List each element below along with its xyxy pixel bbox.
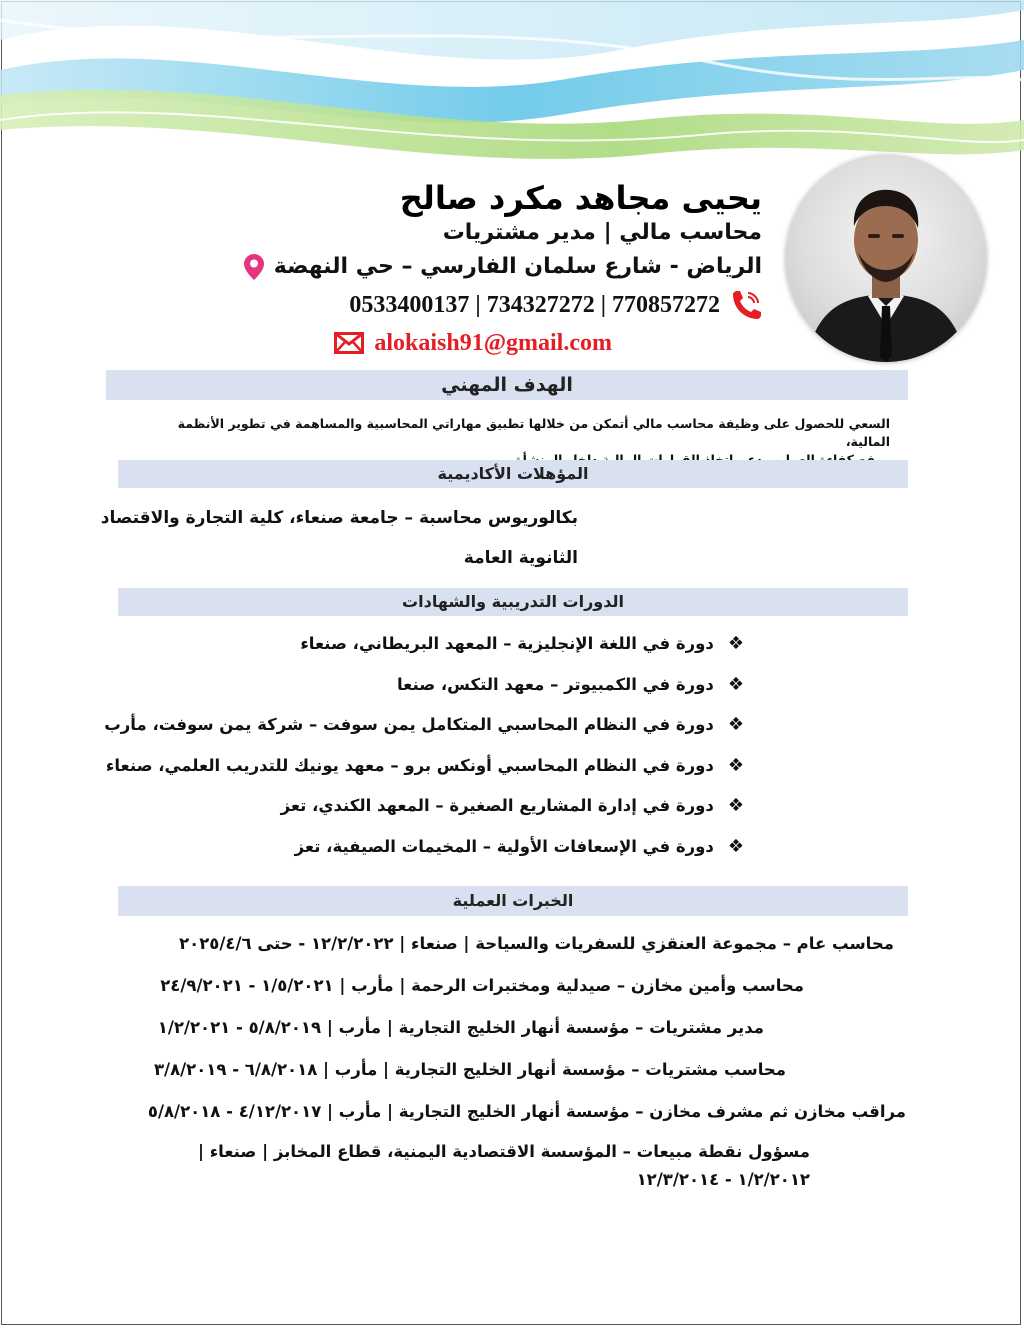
profile-photo [786,156,986,362]
diamond-bullet-icon: ❖ [727,673,744,695]
experience-item: مدير مشتريات – مؤسسة أنهار الخليج التجارية | مأرب | ٥/٨/٢٠١٩ - ١/٢/٢٠٢١ [157,1018,764,1037]
course-text: دورة في الكمبيوتر – معهد التكس، صنعا [396,674,714,694]
course-text: دورة في اللغة الإنجليزية – المعهد البريطاني، صنعاء [300,634,714,653]
email-address[interactable]: alokaish91@gmail.com [374,330,612,356]
course-item [104,829,744,870]
diamond-bullet-icon: ❖ [727,714,744,735]
experience-item: محاسب مشتريات – مؤسسة أنهار الخليج التجارية | مأرب | ٦/٨/٢٠١٨ - ٣/٨/٢٠١٩ [153,1060,786,1079]
address-text: الرياض - شارع سلمان الفارسي – حي النهضة [273,254,762,279]
email-line [202,324,612,362]
diamond-bullet-icon: ❖ [727,754,744,776]
education-item: بكالوريوس محاسبة – جامعة صنعاء، كلية التجارة والاقتصاد [100,508,578,528]
diamond-bullet-icon: ❖ [727,835,744,857]
diamond-bullet-icon: ❖ [727,633,744,654]
experience-title: الخبرات العملية [452,891,574,910]
education-list [100,500,578,580]
course-item [104,748,744,789]
experience-item: مراقب مخازن ثم مشرف مخازن – مؤسسة أنهار الخليج التجارية | مأرب | ٤/١٢/٢٠١٧ - ٥/٨/٢٠١٨ [147,1102,906,1121]
experience-item: محاسب وأمين مخازن – صيدلية ومختبرات الرحمة | مأرب | ١/٥/٢٠٢١ - ٢٤/٩/٢٠٢١ [160,976,804,995]
course-text: دورة في الإسعافات الأولية – المخيمات الصيفية، تعز [294,836,714,856]
course-text: دورة في إدارة المشاريع الصغيرة – المعهد الكندي، تعز [280,796,714,815]
email-icon [334,332,364,354]
course-item [104,788,744,829]
section-header-courses [118,588,908,616]
experience-list [116,928,906,1194]
course-item [104,707,744,748]
courses-title: الدورات التدريبية والشهادات [402,592,624,611]
course-text: دورة في النظام المحاسبي المتكامل يمن سوفت – شركة يمن سوفت، مأرب [104,715,714,734]
candidate-name: يحيى مجاهد مكرد صالح [399,179,762,217]
experience-item: محاسب عام – مجموعة العنقزي للسفريات والسياحة | صنعاء | ١٢/٢/٢٠٢٢ - حتى ٢٠٢٥/٤/٦ [179,934,894,953]
phone-icon [730,290,762,320]
objective-line-1: السعي للحصول على وظيفة محاسب مالي أتمكن من خلالها تطبيق مهاراتي المحاسبية والمساهمة في تطوير الأنظمة المالية، [177,416,890,449]
education-title: المؤهلات الأكاديمية [437,464,589,483]
phone-numbers[interactable]: 0533400137 | 734327272 | 770857272 [349,292,720,318]
job-title: محاسب مالي | مدير مشتريات [442,220,762,245]
course-item [104,626,744,667]
header-info [202,178,762,362]
section-header-experience [118,886,908,916]
phones-line [202,286,762,324]
location-pin-icon [244,254,264,280]
section-header-objective [106,370,908,400]
section-header-education [118,460,908,488]
diamond-bullet-icon: ❖ [727,795,744,816]
course-text: دورة في النظام المحاسبي أونكس برو – معهد يونيك للتدريب العلمي، صنعاء [105,755,714,775]
courses-list [104,626,744,869]
address-line [202,248,762,286]
objective-title: الهدف المهني [441,374,573,396]
course-item [104,667,744,708]
education-item: الثانوية العامة [463,548,578,568]
experience-item: مسؤول نقطة مبيعات – المؤسسة الاقتصادية اليمنية، قطاع المخابز | صنعاء | ١/٢/٢٠١٢ - ١٢/٣/٢٠١٤ [197,1142,810,1189]
